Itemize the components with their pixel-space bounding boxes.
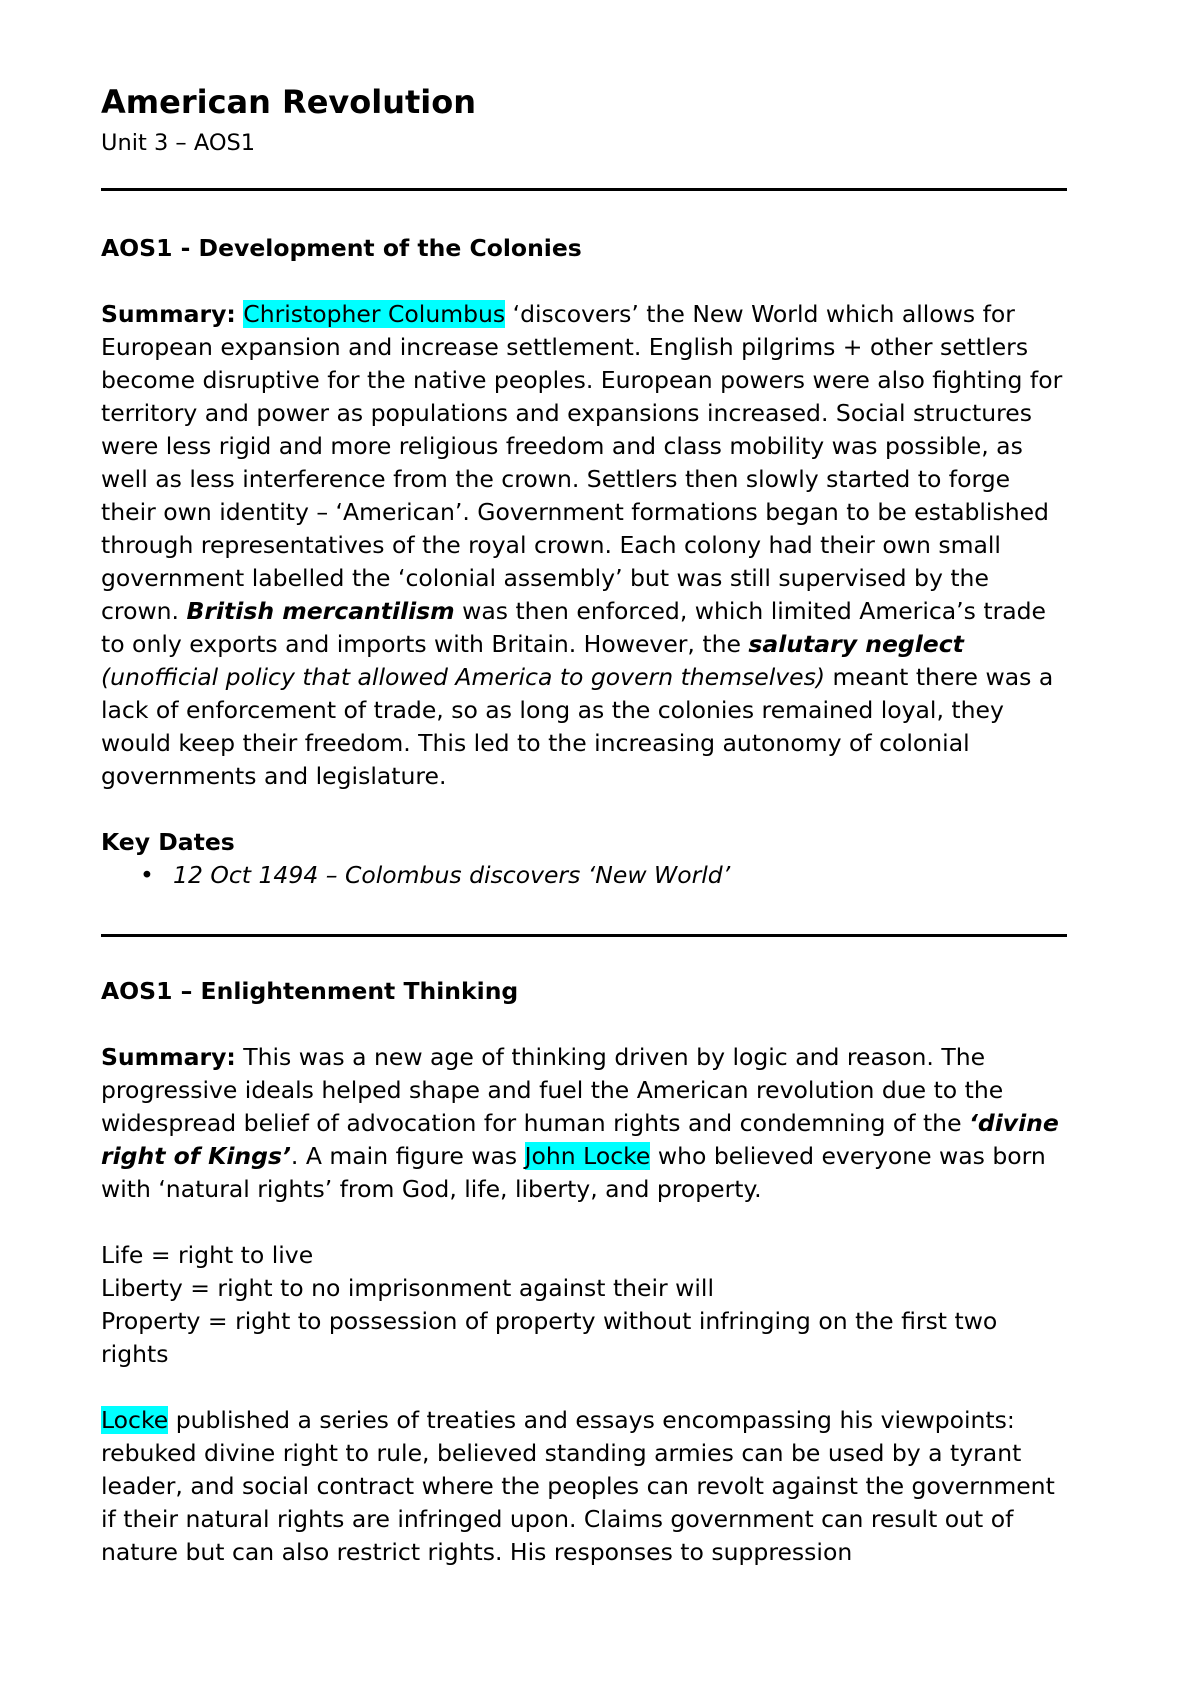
summary-text: This was a new age of thinking driven by logic and reason. The progressive ideals helped shape and fuel the American revolution due to the widespread belief of advocation for human rights and condemning of the [101, 1043, 1004, 1137]
right-liberty: Liberty = right to no imprisonment against their will [101, 1274, 714, 1302]
term-divine-right-of-kings: ‘divine right of Kings’ [101, 1109, 1059, 1170]
document-subtitle: Unit 3 – AOS1 [101, 130, 256, 156]
highlight-locke: Locke [101, 1406, 169, 1434]
document-title: American Revolution [101, 83, 477, 121]
locke-paragraph [101, 1404, 1067, 1569]
summary-label: Summary: [101, 300, 236, 328]
summary-text: who believed everyone was born with ‘natural rights’ from God, life, liberty, and property. [101, 1142, 1046, 1203]
section-heading-colonies: AOS1 - Development of the Colonies [101, 234, 582, 262]
right-life: Life = right to live [101, 1241, 314, 1269]
summary-text: . A main figure was [290, 1142, 525, 1170]
salutary-neglect-definition: (unofficial policy that allowed America to govern themselves) [101, 663, 826, 691]
section-heading-enlightenment: AOS1 – Enlightenment Thinking [101, 977, 519, 1005]
key-date-item: • 12 Oct 1494 – Colombus discovers ‘New World’ [173, 859, 1067, 892]
document-body [101, 82, 1067, 1569]
term-british-mercantilism: British mercantilism [186, 597, 455, 625]
summary-text: meant there was a lack of enforcement of trade, so as long as the colonies remained loyal, they would keep their freedom. This led to the increasing autonomy of colonial governments and legislature. [101, 663, 1054, 790]
right-property: Property = right to possession of property without infringing on the first two rights [101, 1307, 998, 1368]
term-salutary-neglect: salutary neglect [748, 630, 964, 658]
highlight-christopher-columbus: Christopher Columbus [243, 300, 506, 328]
horizontal-rule [101, 934, 1067, 937]
summary-label: Summary: [101, 1043, 236, 1071]
key-dates-list [101, 859, 1067, 892]
key-dates-heading: Key Dates [101, 828, 235, 856]
highlight-john-locke: John Locke [524, 1142, 651, 1170]
summary-paragraph-enlightenment [101, 1041, 1067, 1206]
summary-paragraph-colonies [101, 298, 1067, 793]
summary-text: was then enforced, which limited America’s trade to only exports and imports with Britain. However, the [101, 597, 1047, 658]
horizontal-rule [101, 188, 1067, 191]
locke-text: published a series of treaties and essays encompassing his viewpoints: rebuked divine right to rule, believed standing armies can be used by a tyrant leader, and social contract where the peoples can revolt against the government if their natural rights are infringed upon. Claims government can result out of nature but can also restrict rights. His responses to suppression [101, 1406, 1055, 1566]
summary-text: ‘discovers’ the New World which allows for European expansion and increase settlement. English pilgrims + other settlers become disruptive for the native peoples. European powers were also fighting for territory and power as populations and expansions increased. Social structures were less rigid and more religious freedom and class mobility was possible, as well as less interference from the crown. Settlers then slowly started to forge their own identity – ‘American’. Government formations began to be established through representatives of the royal crown. Each colony had their own small government labelled the ‘colonial assembly’ but was still supervised by the crown. [101, 300, 1063, 625]
